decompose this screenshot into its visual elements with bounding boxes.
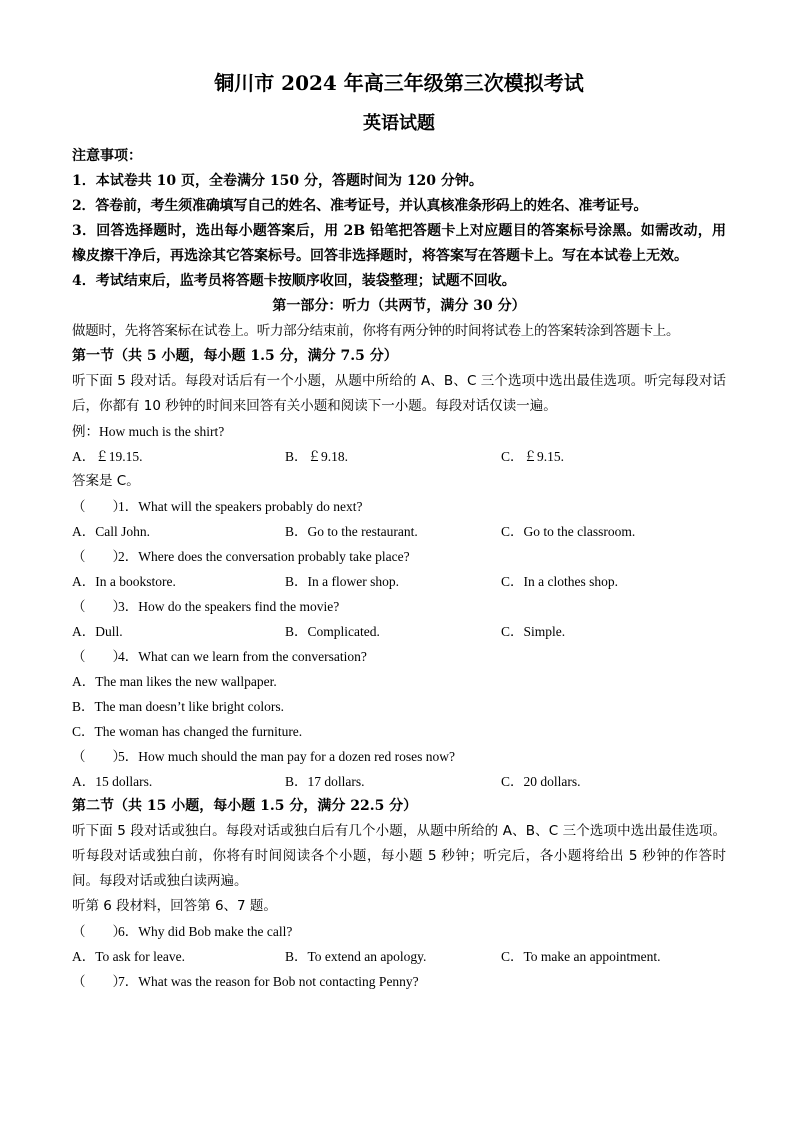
notice-heading: 注意事项： (72, 148, 142, 164)
q4-option-c: C．The woman has changed the furniture. (72, 724, 303, 739)
q2-option-b: B．In a flower shop. (285, 574, 399, 589)
answer-blank[interactable]: （ ） (72, 599, 126, 614)
question-2-options (72, 569, 726, 594)
question-3 (72, 594, 726, 619)
question-1-text: 1．What will the speakers probably do next? (118, 499, 363, 514)
answer-blank[interactable]: （ ） (72, 649, 126, 664)
question-5 (72, 744, 726, 769)
section1-heading: 第一节（共 5 小题，每小题 1.5 分，满分 7.5 分） (72, 348, 398, 364)
exam-subtitle: 英语试题 (363, 113, 435, 134)
notice-item-3: 3．回答选择题时，选出每小题答案后，用 2B 铅笔把答题卡上对应题目的答案标号涂黑。如需改动，用橡皮擦干净后，再选涂其它答案标号。回答非选择题时，将答案写在答题卡上。写在本试卷上无效。 (72, 223, 726, 264)
section2-heading: 第二节（共 15 小题，每小题 1.5 分，满分 22.5 分） (72, 798, 418, 814)
q3-option-a: A．Dull. (72, 624, 123, 639)
question-5-text: 5．How much should the man pay for a dozen red roses now? (118, 749, 456, 764)
q4-option-b: B．The man doesn’t like bright colors. (72, 699, 284, 714)
notice-item-4: 4．考试结束后，监考员将答题卡按顺序收回，装袋整理；试题不回收。 (72, 273, 516, 289)
notice-item-1: 1．本试卷共 10 页，全卷满分 150 分，答题时间为 120 分钟。 (72, 173, 483, 189)
example-option-a: A．￡19.15. (72, 449, 143, 464)
answer-blank[interactable]: （ ） (72, 749, 126, 764)
example-option-b: B．￡9.18. (285, 449, 349, 464)
q6-option-b: B．To extend an apology. (285, 949, 427, 964)
q6-option-c: C．To make an appointment. (501, 949, 661, 964)
q5-option-a: A．15 dollars. (72, 774, 153, 789)
q5-option-b: B．17 dollars. (285, 774, 365, 789)
q1-option-c: C．Go to the classroom. (501, 524, 636, 539)
question-3-options (72, 619, 726, 644)
example-option-c: C．￡9.15. (501, 449, 565, 464)
section2-instructions: 听下面 5 段对话或独白。每段对话或独白后有几个小题，从题中所给的 A、B、C 三个选项中选出最佳选项。听每段对话或独白前，你将有时间阅读各个小题，每小题 5 秒钟；听完后，各小题将给出 5 秒钟的作答时间。每段对话或独白读两遍。 (72, 823, 726, 889)
question-3-text: 3．How do the speakers find the movie? (118, 599, 340, 614)
question-4 (72, 644, 726, 669)
question-1 (72, 494, 726, 519)
question-6-options (72, 944, 726, 969)
answer-blank[interactable]: （ ） (72, 924, 126, 939)
part1-intro: 做题时，先将答案标在试卷上。听力部分结束前，你将有两分钟的时间将试卷上的答案转涂到答题卡上。 (72, 323, 680, 339)
q3-option-b: B．Complicated. (285, 624, 380, 639)
q2-option-a: A．In a bookstore. (72, 574, 176, 589)
question-4-text: 4．What can we learn from the conversation? (118, 649, 367, 664)
q5-option-c: C．20 dollars. (501, 774, 581, 789)
question-7 (72, 969, 726, 994)
answer-blank[interactable]: （ ） (72, 549, 126, 564)
exam-title: 铜川市 2024 年高三年级第三次模拟考试 (214, 71, 584, 95)
section1-instructions: 听下面 5 段对话。每段对话后有一个小题，从题中所给的 A、B、C 三个选项中选出最佳选项。听完每段对话后，你都有 10 秒钟的时间来回答有关小题和阅读下一小题。每段对话仅读一遍。 (72, 373, 726, 414)
example-options (72, 444, 726, 469)
q3-option-c: C．Simple. (501, 624, 566, 639)
notice-item-2: 2．答卷前，考生须准确填写自己的姓名、准考证号，并认真核准条形码上的姓名、准考证号。 (72, 198, 648, 214)
question-6 (72, 919, 726, 944)
question-6-text: 6．Why did Bob make the call? (118, 924, 293, 939)
answer-blank[interactable]: （ ） (72, 499, 126, 514)
example-answer: 答案是 C。 (72, 473, 140, 489)
q6-option-a: A．To ask for leave. (72, 949, 186, 964)
question-2 (72, 544, 726, 569)
q1-option-a: A．Call John. (72, 524, 151, 539)
exam-page (72, 64, 726, 994)
part1-heading: 第一部分：听力（共两节，满分 30 分） (272, 298, 526, 314)
question-2-text: 2．Where does the conversation probably take place? (118, 549, 410, 564)
question-5-options (72, 769, 726, 794)
answer-blank[interactable]: （ ） (72, 974, 126, 989)
q2-option-c: C．In a clothes shop. (501, 574, 618, 589)
question-1-options (72, 519, 726, 544)
question-7-text: 7．What was the reason for Bob not contacting Penny? (118, 974, 419, 989)
example-question: 例：How much is the shirt? (72, 424, 225, 439)
q1-option-b: B．Go to the restaurant. (285, 524, 418, 539)
material-6-note: 听第 6 段材料，回答第 6、7 题。 (72, 898, 277, 914)
q4-option-a: A．The man likes the new wallpaper. (72, 674, 277, 689)
